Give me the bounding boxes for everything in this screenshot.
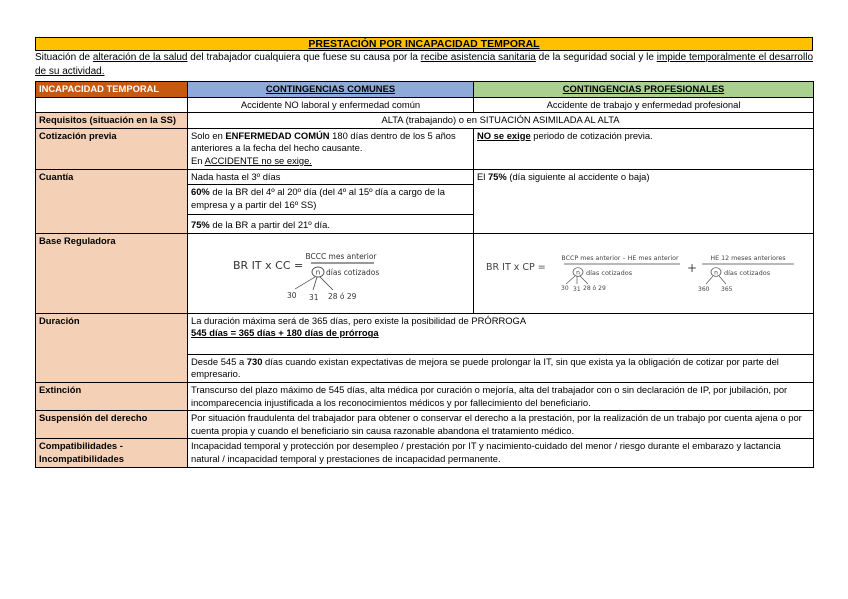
formula-cc-n: n (315, 268, 320, 277)
formula-cp-lhs: BR IT x CP = (485, 262, 546, 274)
intro-paragraph (35, 51, 813, 81)
value-duracion-1 (188, 313, 814, 354)
formula-cp-numerator-2: HE 12 meses anteriores (709, 255, 786, 263)
formula-cp-opt-5: 365 (720, 286, 732, 294)
summary-table (35, 81, 814, 468)
value-cuantia-cc-1: Nada hasta el 3º días (188, 169, 474, 185)
value-cuantia-cc-2 (188, 185, 474, 215)
value-base-cp (474, 233, 814, 313)
intro-text-2: del trabajador cualquiera que fuese su causa por la (187, 52, 421, 63)
table-row-requisitos (36, 113, 814, 129)
label-extincion: Extinción (36, 382, 188, 410)
label-duracion: Duración (36, 313, 188, 382)
subheader-cp: Accidente de trabajo y enfermedad profesional (474, 97, 814, 113)
cotizacion-cp-text: periodo de cotización previa. (530, 129, 653, 141)
duracion-line-3: Desde 545 a (191, 355, 247, 367)
formula-cc-branch-3 (320, 277, 333, 290)
formula-cp-branch-4 (706, 276, 713, 284)
formula-cp-numerator-1: BCCP mes anterior – HE mes anterior (560, 255, 679, 263)
cuantia-cc-60-text: de la BR del 4º al 20º día (del 4º al 15º día a cargo de la empresa y a partir del 16º SS) (191, 186, 445, 210)
value-cotizacion-cp (474, 128, 814, 169)
table-row-duracion-1 (36, 313, 814, 354)
formula-cp-denominator-1: días cotizados (585, 269, 632, 278)
duracion-line-1: La duración máxima será de 365 días, pero existe la posibilidad de PRÓRROGA (191, 314, 527, 326)
formula-cp-branch-1 (566, 276, 575, 284)
cotizacion-cc-text-2: 180 días dentro de los 5 años anteriores a la fecha del hecho causante. (191, 129, 456, 154)
label-suspension: Suspensión del derecho (36, 411, 188, 439)
value-duracion-2 (188, 354, 814, 382)
formula-cp (484, 249, 804, 297)
formula-cc-denominator: días cotizados (325, 268, 379, 278)
subheader-cc: Accidente NO laboral y enfermedad común (188, 97, 474, 113)
duracion-line-3-rest: días cuando existan expectativas de mejora se puede prolongar la IT, sin que exista ya la obligación de cotizar por parte del empresario. (191, 355, 779, 380)
intro-underline-3: impide temporalmente el desarrollo de su actividad. (35, 52, 813, 77)
formula-cc-opt-2: 31 (308, 293, 319, 303)
table-header-row (36, 82, 814, 98)
formula-cp-plus: + (686, 261, 697, 276)
formula-cp-opt-1: 30 (560, 285, 569, 293)
formula-cc-branch-1 (295, 277, 315, 289)
header-contingencias-profesionales: CONTINGENCIAS PROFESIONALES (474, 82, 814, 98)
value-cuantia-cp (474, 169, 814, 233)
value-cuantia-cc-3 (188, 215, 474, 234)
header-incapacidad: INCAPACIDAD TEMPORAL (36, 82, 188, 98)
cotizacion-cc-accidente: ACCIDENTE no se exige. (204, 154, 312, 166)
formula-cc-lhs: BR IT x CC = (232, 259, 303, 273)
label-requisitos: Requisitos (situación en la SS) (36, 113, 188, 129)
formula-cp-denominator-2: días cotizados (723, 269, 770, 278)
intro-text-1: Situación de (35, 52, 93, 63)
value-compatibilidades: Incapacidad temporal y protección por desempleo / prestación por IT y nacimiento-cuidado del menor / riesgo durante el embarazo y lactancia natural / incapacidad temporal y prestaciones de incapacidad permanente. (188, 439, 814, 467)
formula-cp-branch-5 (719, 276, 726, 284)
table-row-base-reguladora (36, 233, 814, 313)
value-requisitos: ALTA (trabajando) o en SITUACIÓN ASIMILADA AL ALTA (188, 113, 814, 129)
label-compatibilidades: Compatibilidades - Incompatibilidades (36, 439, 188, 467)
cuantia-cc-60: 60% (191, 186, 210, 198)
table-row-cuantia-1 (36, 169, 814, 185)
formula-cp-opt-3: 28 ó 29 (582, 285, 606, 293)
cotizacion-cc-bold: ENFERMEDAD COMÚN (225, 129, 330, 141)
formula-cp-opt-2: 31 (572, 286, 581, 294)
value-base-cc (188, 233, 474, 313)
label-base-reguladora: Base Reguladora (36, 233, 188, 313)
document-page (35, 37, 813, 468)
formula-cc-opt-3: 28 ó 29 (327, 292, 356, 302)
table-row-suspension (36, 411, 814, 439)
duracion-line-2: 545 días = 365 días + 180 días de prórroga (191, 327, 379, 339)
intro-underline-1: alteración de la salud (92, 52, 188, 63)
cotizacion-cp-bold: NO se exige (477, 129, 531, 141)
cuantia-cp-text-2: (día siguiente al accidente o baja) (506, 170, 650, 182)
duracion-730: 730 (246, 355, 263, 367)
cuantia-cp-text: El (477, 170, 488, 182)
formula-cc (231, 242, 431, 304)
formula-cp-opt-4: 360 (697, 286, 709, 294)
cuantia-cc-75-text: de la BR a partir del 21º día. (209, 219, 330, 231)
intro-underline-2: recibe asistencia sanitaria (420, 52, 536, 63)
intro-text-3: de la seguridad social y le (535, 52, 657, 63)
header-contingencias-comunes: CONTINGENCIAS COMUNES (188, 82, 474, 98)
label-cotizacion: Cotización previa (36, 128, 188, 169)
formula-cp-n-1: n (575, 269, 580, 277)
table-row-cotizacion (36, 128, 814, 169)
formula-cp-n-2: n (713, 269, 718, 277)
value-cotizacion-cc (188, 128, 474, 169)
formula-cc-opt-1: 30 (286, 291, 297, 301)
table-subheader-row (36, 97, 814, 113)
subheader-blank (36, 97, 188, 113)
cotizacion-cc-accidente-prefix: En (191, 154, 205, 166)
cuantia-cc-75: 75% (191, 219, 210, 231)
value-suspension: Por situación fraudulenta del trabajador para obtener o conservar el derecho a la prestación, por la realización de un trabajo por cuenta ajena o por cuenta propia y cuando el beneficiario sin causa razonable abandona el tratamiento médico. (188, 411, 814, 439)
formula-cc-branch-2 (313, 277, 317, 290)
table-row-compatibilidades (36, 439, 814, 467)
formula-cc-numerator: BCCC mes anterior (304, 252, 377, 262)
cuantia-cp-bold: 75% (487, 170, 507, 182)
cotizacion-cc-text: Solo en (191, 129, 226, 141)
label-cuantia: Cuantía (36, 169, 188, 233)
page-title: PRESTACIÓN POR INCAPACIDAD TEMPORAL (35, 37, 813, 51)
value-extincion: Transcurso del plazo máximo de 545 días, alta médica por curación o mejoría, alta del trabajador con o sin declaración de IP, por jubilación, por incomparecencia injustificada a los reconocimientos médicos y por fallecimiento del beneficiario. (188, 382, 814, 410)
formula-cp-branch-3 (580, 276, 588, 284)
table-row-extincion (36, 382, 814, 410)
